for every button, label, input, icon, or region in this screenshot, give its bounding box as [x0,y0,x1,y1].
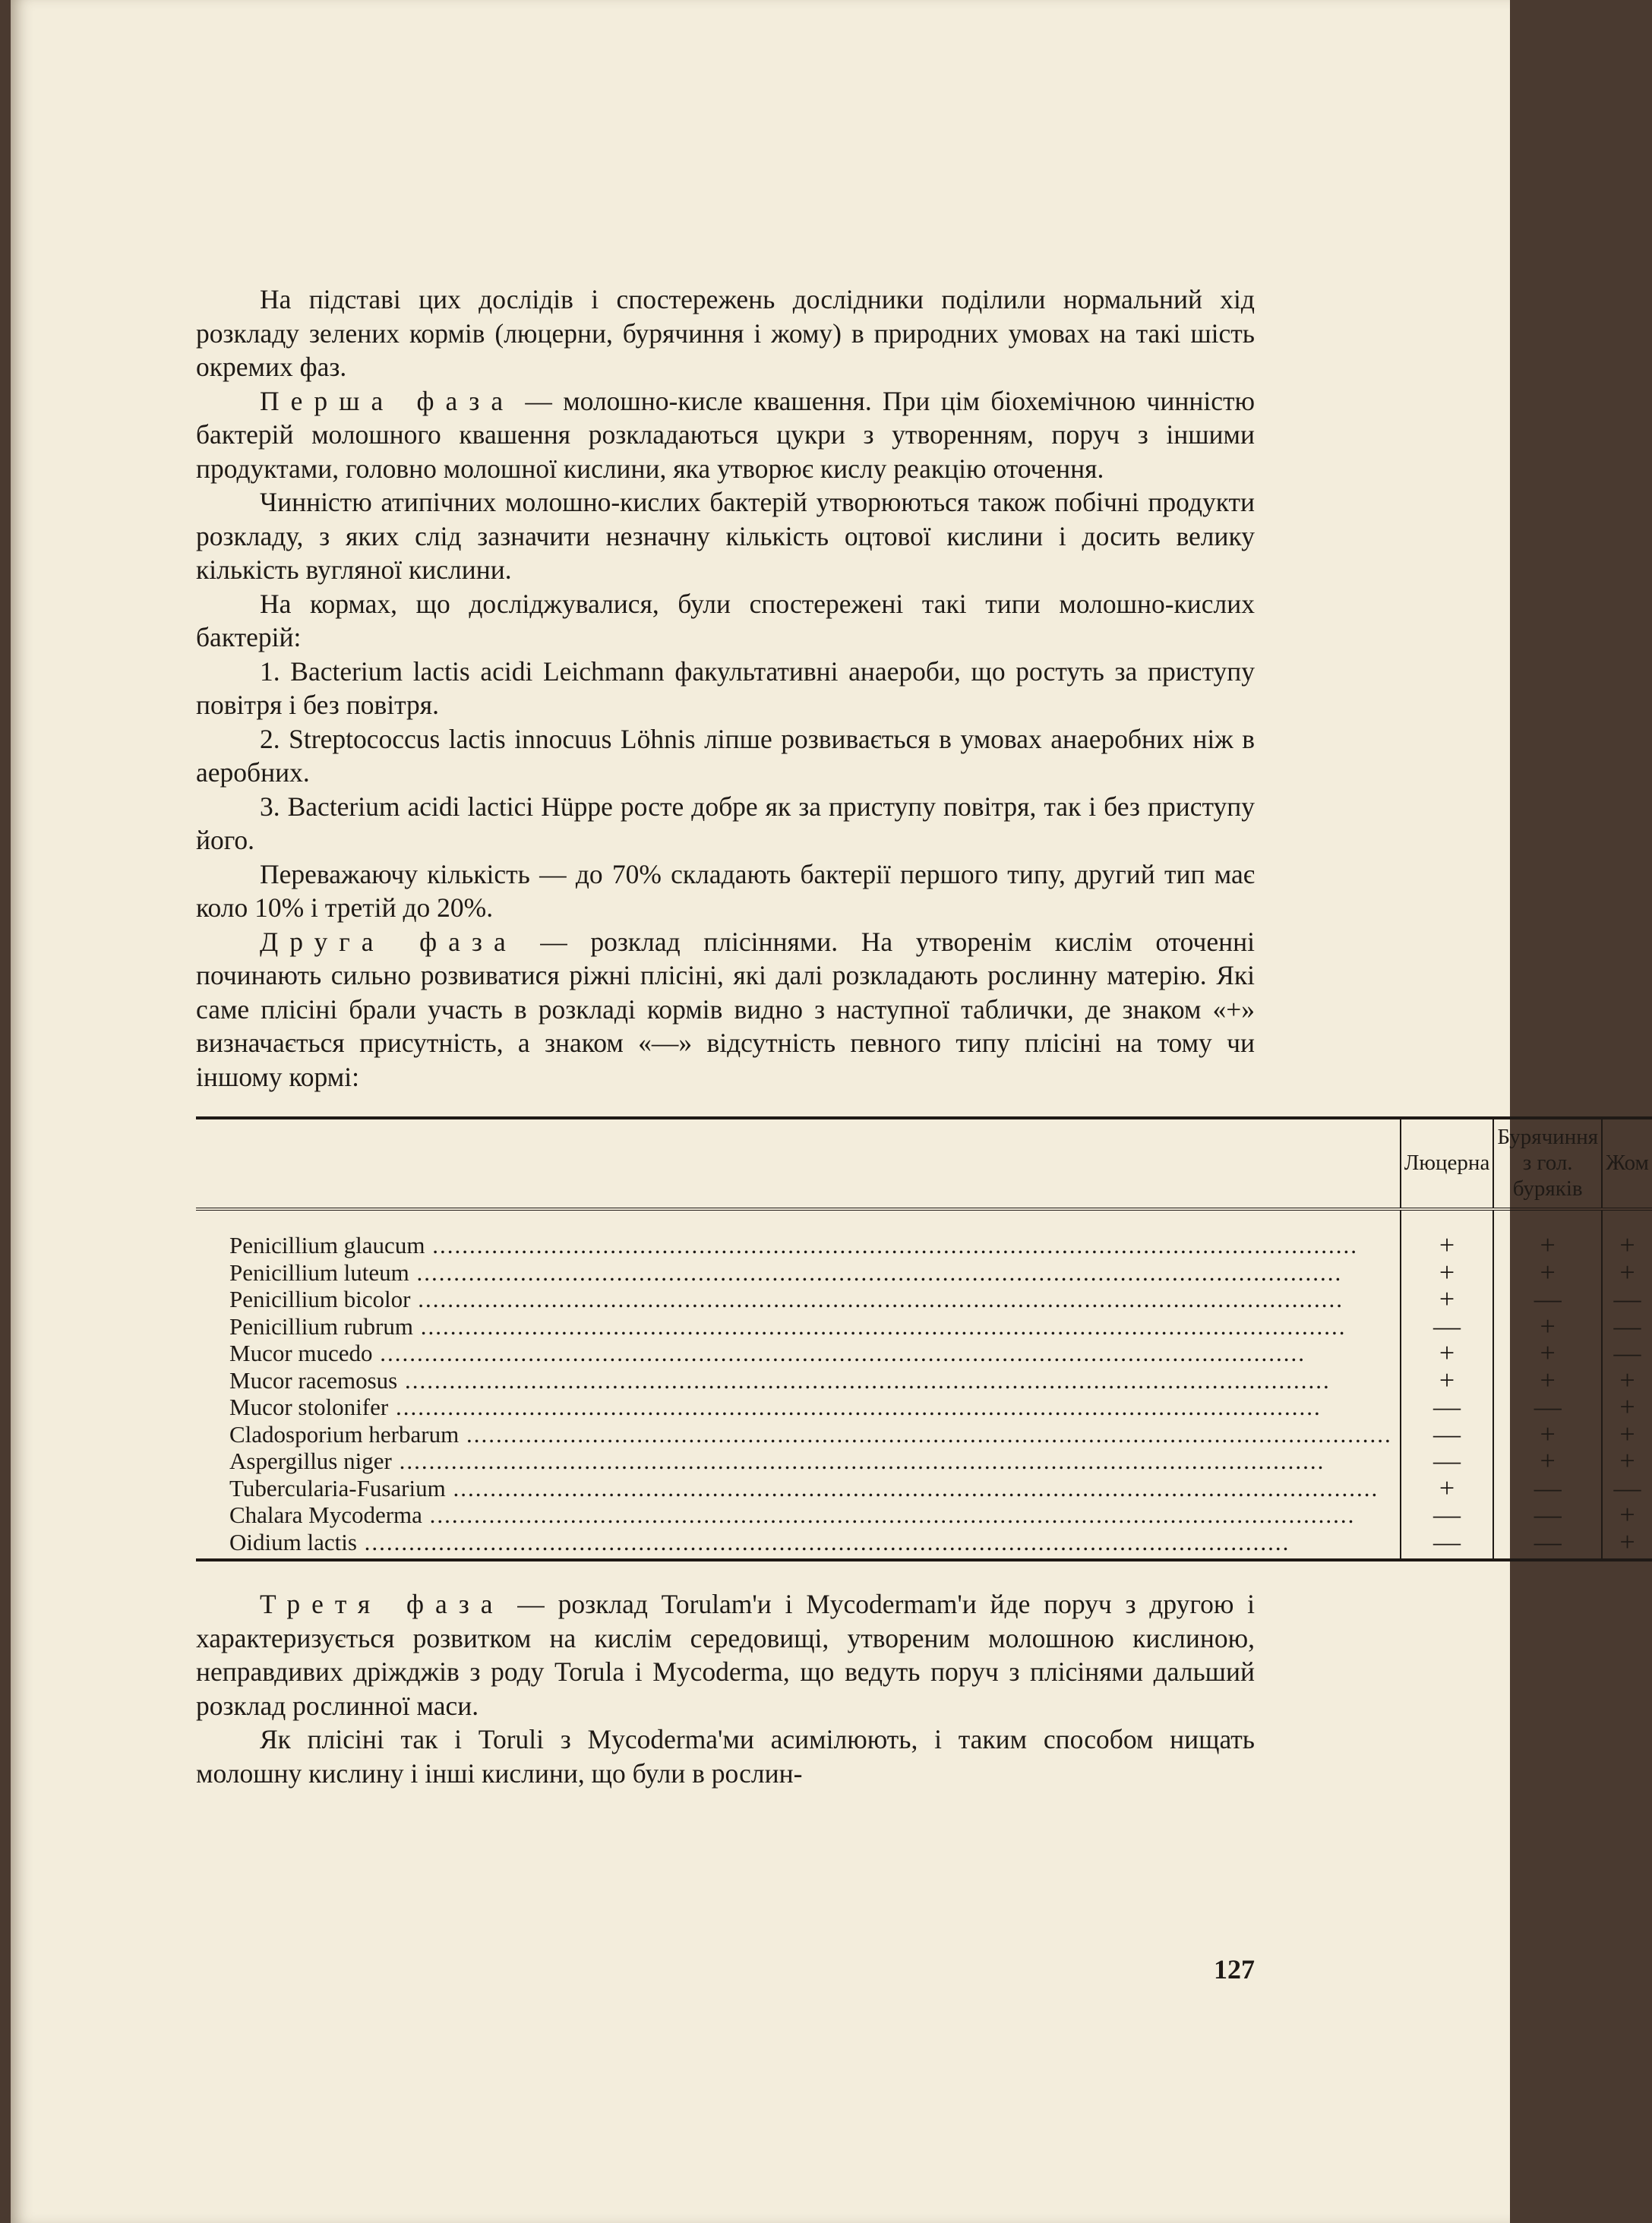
spaced-heading: Перша фаза [260,385,515,416]
table-row [196,1448,1652,1475]
header-pulp: Жом [1602,1118,1652,1209]
fungus-name: Penicillium rubrum ..... [229,1313,1346,1340]
paragraph: 1. Bacterium lactis acidi Leichmann факультативні анаероби, що ростуть за приступу повітря і без повітря. [196,655,1255,720]
table-row [196,1340,1652,1367]
mark-cell: + [1493,1259,1602,1287]
fungus-name: Chalara Mycoderma ..... [229,1501,1355,1528]
mark-cell: — [1602,1286,1652,1313]
mark-cell: + [1493,1313,1602,1340]
fungus-name: Mucor mucedo ..... [229,1340,1306,1366]
table-row [196,1286,1652,1313]
table-row [196,1313,1652,1340]
mark-cell: + [1602,1448,1652,1475]
mark-cell: + [1602,1259,1652,1287]
mark-cell: — [1401,1529,1494,1561]
fungus-name: Penicillium glaucum ..... [229,1232,1358,1258]
mark-cell: + [1493,1367,1602,1394]
mark-cell: — [1493,1529,1602,1561]
mark-cell: + [1493,1421,1602,1448]
header-beet-leaves: Бурячиння з гол. буряків [1493,1118,1602,1209]
mark-cell: — [1401,1394,1494,1421]
paragraph: Третя фаза — розклад Torulam'и і Mycodermam'и йде поруч з другою і характеризується розвитком на кислім середовищі, утвореним молошною кислиною, неправдивих дріжджів з роду Torula і Mycoderma, що ведуть поруч з плісінями дальший розклад рослинної маси. [196,1589,1255,1721]
fungus-name: Aspergillus niger ..... [229,1448,1325,1474]
fungus-name: Cladosporium herbarum ..... [229,1421,1392,1448]
mark-cell: — [1401,1313,1494,1340]
mark-cell: + [1401,1209,1494,1259]
mark-cell: — [1401,1421,1494,1448]
table-row [196,1475,1652,1502]
paragraph: На кормах, що досліджувалися, були спостережені такі типи молошно-кислих бактерій: [196,588,1255,652]
table-row [196,1367,1652,1394]
body-text [196,283,1649,1790]
spaced-heading: Друга фаза [260,926,517,957]
table-row [196,1394,1652,1421]
table-row [196,1421,1652,1448]
mark-cell: + [1493,1448,1602,1475]
paragraph: Переважаючу кількість — до 70% складають бактерії першого типу, другий тип має коло 10% і третій до 20%. [196,858,1255,923]
fungus-name: Mucor stolonifer ..... [229,1394,1322,1420]
table-header-row [196,1118,1652,1209]
page-number: 127 [1214,1954,1255,1985]
mark-cell: + [1401,1259,1494,1287]
mark-cell: — [1602,1475,1652,1502]
mark-cell: — [1493,1475,1602,1502]
paragraph: Перша фаза — молошно-кисле квашення. При цім біохемічною чинністю бактерій молошного квашення розкладаються цукри з утворенням, поруч з іншими продуктами, головно молошної кислини, яка утворює кислу реакцію оточення. [196,385,1255,484]
fungus-name: Penicillium luteum ..... [229,1259,1342,1286]
mark-cell: — [1602,1340,1652,1367]
fungus-name: Mucor racemosus ..... [229,1367,1331,1394]
mark-cell: + [1602,1394,1652,1421]
mark-cell: + [1493,1340,1602,1367]
fungus-name: Penicillium bicolor ..... [229,1286,1344,1312]
table-row [196,1259,1652,1287]
mark-cell: + [1493,1209,1602,1259]
fungus-name: Oidium lactis ..... [229,1529,1290,1555]
mark-cell: + [1602,1209,1652,1259]
mark-cell: — [1401,1448,1494,1475]
mark-cell: + [1602,1367,1652,1394]
mark-cell: — [1493,1501,1602,1529]
mark-cell: — [1493,1394,1602,1421]
mark-cell: — [1401,1501,1494,1529]
mark-cell: + [1602,1529,1652,1561]
table-row [196,1209,1652,1259]
mark-cell: + [1401,1475,1494,1502]
paragraph: На підставі цих дослідів і спостережень дослідники поділили нормальний хід розкладу зелених кормів (люцерни, бурячиння і жому) в природних умовах на такі шість окремих фаз. [196,284,1255,382]
table-row [196,1529,1652,1561]
book-page [11,0,1649,2223]
fungi-table [196,1116,1649,1561]
fungus-name: Tubercularia-Fusarium ..... [229,1475,1379,1501]
mark-cell: + [1401,1286,1494,1313]
mark-cell: — [1493,1286,1602,1313]
paragraph: 2. Streptococcus lactis innocuus Löhnis ліпше розвивається в умовах анаеробних ніж в аеробних. [196,723,1255,788]
mark-cell: + [1401,1340,1494,1367]
header-blank [196,1118,1401,1209]
paragraph: Чинністю атипічних молошно-кислих бактерій утворюються також побічні продукти розкладу, з яких слід зазначити незначну кількість оцтової кислини і досить велику кількість вугляної кислини. [196,487,1255,585]
mark-cell: + [1602,1421,1652,1448]
mark-cell: — [1602,1313,1652,1340]
header-lucerne: Люцерна [1401,1118,1494,1209]
table-row [196,1501,1652,1529]
mark-cell: + [1602,1501,1652,1529]
paragraph: 3. Bacterium acidi lactici Hüppe росте добре як за приступу повітря, так і без приступу його. [196,791,1255,855]
paragraph: Як плісіні так і Toruli з Mycoderma'ми асимілюють, і таким способом нищать молошну кислину і інші кислини, що були в рослин- [196,1724,1255,1789]
spaced-heading: Третя фаза [260,1589,504,1619]
paragraph: Друга фаза — розклад плісіннями. На утворенім кислім оточенні починають сильно розвиватися ріжні плісіні, які далі розкладають рослинну матерію. Які саме плісіні брали участь в розкладі кормів видно з наступної таблички, де знаком «+» визначається присутність, а знаком «—» відсутність певного типу плісіні на тому чи іншому кормі: [196,926,1255,1092]
mark-cell: + [1401,1367,1494,1394]
